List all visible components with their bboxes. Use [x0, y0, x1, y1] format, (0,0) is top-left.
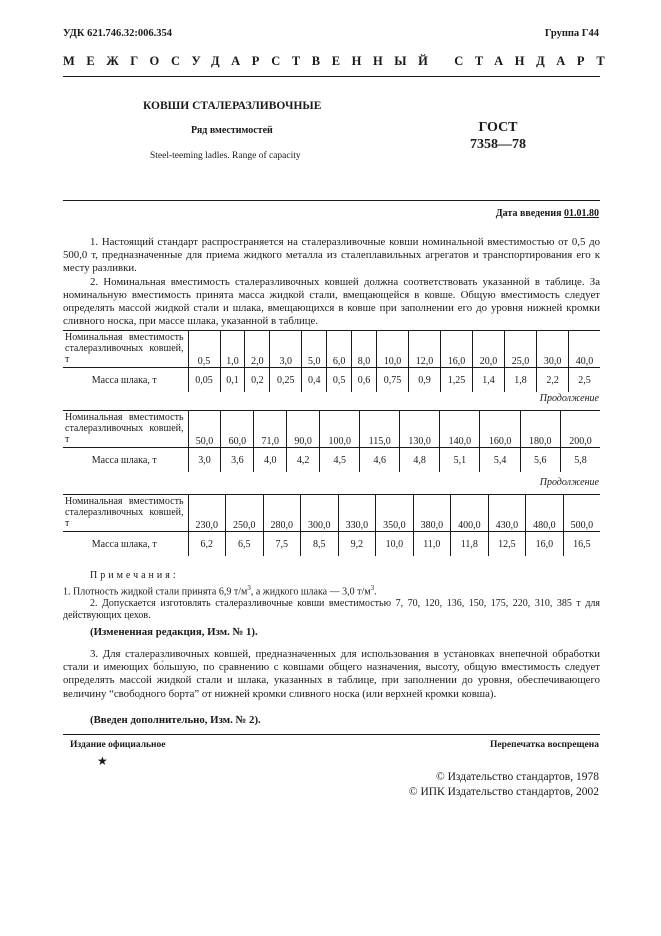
slag-mass-cell: 0,25 — [270, 368, 302, 393]
title-rule — [63, 200, 600, 201]
capacity-cell: 350,0 — [376, 495, 414, 532]
capacity-cell: 500,0 — [563, 495, 600, 532]
capacity-cell: 130,0 — [400, 411, 440, 448]
capacity-cell: 250,0 — [226, 495, 264, 532]
capacity-cell: 12,0 — [409, 331, 441, 368]
slag-mass-cell: 0,4 — [302, 368, 327, 393]
slag-mass-cell: 4,0 — [254, 448, 287, 473]
amendment-2: (Введен дополнительно, Изм. № 2). — [90, 714, 261, 726]
slag-mass-cell: 2,2 — [537, 368, 569, 393]
capacity-row-label: Номинальная вместимость сталеразливочных ковшей, т — [63, 495, 188, 532]
note-1-part-a: 1. Плотность жидкой стали принята 6,9 т/м — [63, 586, 248, 598]
slag-mass-cell: 1,25 — [441, 368, 473, 393]
capacity-row — [63, 411, 600, 448]
capacity-cell: 50,0 — [188, 411, 221, 448]
gost-label: ГОСТ — [478, 120, 518, 135]
slag-mass-cell: 4,5 — [320, 448, 360, 473]
slag-mass-cell: 16,0 — [526, 532, 564, 557]
capacity-row-label: Номинальная вместимость сталеразливочных ковшей, т — [63, 411, 188, 448]
slag-mass-row-label: Масса шлака, т — [63, 368, 188, 393]
slag-mass-row-label: Масса шлака, т — [63, 448, 188, 473]
slag-mass-cell: 1,8 — [505, 368, 537, 393]
capacity-cell: 160,0 — [480, 411, 520, 448]
capacity-cell: 25,0 — [505, 331, 537, 368]
note-1-sup-a: 3 — [247, 584, 251, 592]
capacity-cell: 430,0 — [488, 495, 526, 532]
slag-mass-cell: 5,4 — [480, 448, 520, 473]
slag-mass-cell: 5,6 — [520, 448, 560, 473]
note-1-sup-b: 3 — [370, 584, 375, 592]
capacity-cell: 230,0 — [188, 495, 226, 532]
english-title: Steel-teeming ladles. Range of capacity — [150, 151, 301, 161]
star-icon: ★ — [97, 754, 108, 768]
capacity-row — [63, 331, 600, 368]
slag-mass-cell: 0,05 — [188, 368, 220, 393]
header-rule — [63, 76, 600, 77]
capacity-cell: 140,0 — [440, 411, 480, 448]
capacity-cell: 1,0 — [220, 331, 245, 368]
capacity-cell: 115,0 — [360, 411, 400, 448]
capacity-cell: 10,0 — [376, 331, 408, 368]
continuation-label-1: Продолжение — [539, 393, 599, 404]
slag-mass-cell: 4,6 — [360, 448, 400, 473]
capacity-cell: 480,0 — [526, 495, 564, 532]
slag-mass-row-label: Масса шлака, т — [63, 532, 188, 557]
slag-mass-row — [63, 368, 600, 393]
slag-mass-cell: 0,1 — [220, 368, 245, 393]
capacity-cell: 330,0 — [338, 495, 376, 532]
note-1-part-b: , а жидкого шлака — 3,0 т/м — [250, 586, 371, 598]
document-subtitle: Ряд вместимостей — [191, 125, 273, 136]
gost-number — [470, 119, 526, 153]
note-1-part-c: . — [374, 586, 377, 598]
capacity-cell: 300,0 — [301, 495, 339, 532]
slag-mass-row — [63, 448, 600, 473]
reprint-prohibited: Перепечатка воспрещена — [489, 740, 599, 750]
slag-mass-row — [63, 532, 600, 557]
capacity-cell: 90,0 — [287, 411, 320, 448]
slag-mass-cell: 7,5 — [263, 532, 301, 557]
slag-mass-cell: 5,1 — [440, 448, 480, 473]
slag-mass-cell: 9,2 — [338, 532, 376, 557]
slag-mass-cell: 16,5 — [563, 532, 600, 557]
capacity-cell: 40,0 — [569, 331, 600, 368]
copyright-1978: © Издательство стандартов, 1978 — [435, 771, 599, 783]
capacity-row — [63, 495, 600, 532]
slag-mass-cell: 0,2 — [245, 368, 270, 393]
copyright-2002: © ИПК Издательство стандартов, 2002 — [408, 786, 599, 798]
slag-mass-cell: 3,6 — [221, 448, 254, 473]
capacity-cell: 3,0 — [270, 331, 302, 368]
capacity-table-1 — [63, 330, 600, 392]
capacity-cell: 400,0 — [451, 495, 489, 532]
slag-mass-cell: 1,4 — [473, 368, 505, 393]
capacity-cell: 100,0 — [320, 411, 360, 448]
capacity-cell: 5,0 — [302, 331, 327, 368]
interstate-standard-heading: МЕЖГОСУДАРСТВЕННЫЙ СТАНДАРТ — [63, 54, 617, 68]
note-2: 2. Допускается изготовлять сталеразливочные ковши вместимостью 7, 70, 120, 136, 150, 175, 220, 310, 385 т для действующих цехов. — [63, 598, 600, 622]
capacity-table-3 — [63, 494, 600, 556]
capacity-cell: 380,0 — [413, 495, 451, 532]
paragraph-3: 3. Для сталеразливочных ковшей, предназначенных для использования в установках внепечной обработки стали и имеющих бо́льшую, по сравнению с ковшами общего назначения, высоту, общую вместимость следует определять массой жидкой стали и шлака, указанных в таблице, при заполнении до уровня, обеспечивающего величину “свободного борта” от нижней кромки сливного носка (или верхней кромки ковша). — [63, 648, 600, 700]
gost-code: 7358—78 — [470, 137, 526, 152]
paragraph-3-block — [63, 648, 600, 701]
effective-date — [496, 208, 599, 219]
slag-mass-cell: 3,0 — [188, 448, 221, 473]
slag-mass-cell: 2,5 — [569, 368, 600, 393]
slag-mass-cell: 0,6 — [352, 368, 377, 393]
slag-mass-cell: 6,5 — [226, 532, 264, 557]
capacity-row-label: Номинальная вместимость сталеразливочных ковшей, т — [63, 331, 188, 368]
group-code: Группа Г44 — [544, 28, 599, 39]
slag-mass-cell: 12,5 — [488, 532, 526, 557]
slag-mass-cell: 4,8 — [400, 448, 440, 473]
slag-mass-cell: 0,9 — [409, 368, 441, 393]
capacity-cell: 8,0 — [352, 331, 377, 368]
capacity-cell: 180,0 — [520, 411, 560, 448]
capacity-table-2 — [63, 410, 600, 472]
slag-mass-cell: 4,2 — [287, 448, 320, 473]
note-1 — [63, 582, 600, 598]
official-edition: Издание официальное — [70, 740, 166, 750]
slag-mass-cell: 11,8 — [451, 532, 489, 557]
capacity-cell: 0,5 — [188, 331, 220, 368]
slag-mass-cell: 0,75 — [376, 368, 408, 393]
slag-mass-cell: 8,5 — [301, 532, 339, 557]
slag-mass-cell: 5,8 — [560, 448, 600, 473]
paragraph-2: 2. Номинальная вместимость сталеразливочных ковшей должна соответствовать указанной в таблице. За номинальную вместимость принята масса жидкой стали, вмещающейся в ковше. Общую вместимость следует определять массой жидкой стали и шлака, вмещающихся в ковше при заполнении его до уровня нижней кромки сливного носка, при массе шлака, указанной в таблице. — [63, 275, 600, 328]
capacity-cell: 71,0 — [254, 411, 287, 448]
capacity-cell: 6,0 — [327, 331, 352, 368]
document-title: КОВШИ СТАЛЕРАЗЛИВОЧНЫЕ — [143, 100, 322, 112]
intro-paragraphs — [63, 236, 600, 328]
slag-mass-cell: 10,0 — [376, 532, 414, 557]
capacity-cell: 16,0 — [441, 331, 473, 368]
capacity-cell: 2,0 — [245, 331, 270, 368]
slag-mass-cell: 6,2 — [188, 532, 226, 557]
amendment-1: (Измененная редакция, Изм. № 1). — [90, 626, 258, 638]
slag-mass-cell: 11,0 — [413, 532, 451, 557]
effective-date-label: Дата введения — [495, 208, 562, 219]
footer-rule — [63, 734, 600, 735]
capacity-cell: 280,0 — [263, 495, 301, 532]
udk-code: УДК 621.746.32:006.354 — [63, 28, 172, 39]
continuation-label-2: Продолжение — [539, 477, 599, 488]
slag-mass-cell: 0,5 — [327, 368, 352, 393]
capacity-cell: 30,0 — [537, 331, 569, 368]
capacity-cell: 200,0 — [560, 411, 600, 448]
notes — [63, 570, 600, 622]
paragraph-1: 1. Настоящий стандарт распространяется на сталеразливочные ковши номинальной вместимостью от 0,5 до 500,0 т, предназначенные для приема жидкого металла из сталеплавильных агрегатов и транспортирования его к месту разливки. — [63, 236, 600, 275]
notes-heading: Примечания: — [90, 570, 179, 581]
capacity-cell: 60,0 — [221, 411, 254, 448]
capacity-cell: 20,0 — [473, 331, 505, 368]
effective-date-value: 01.01.80 — [564, 208, 599, 219]
